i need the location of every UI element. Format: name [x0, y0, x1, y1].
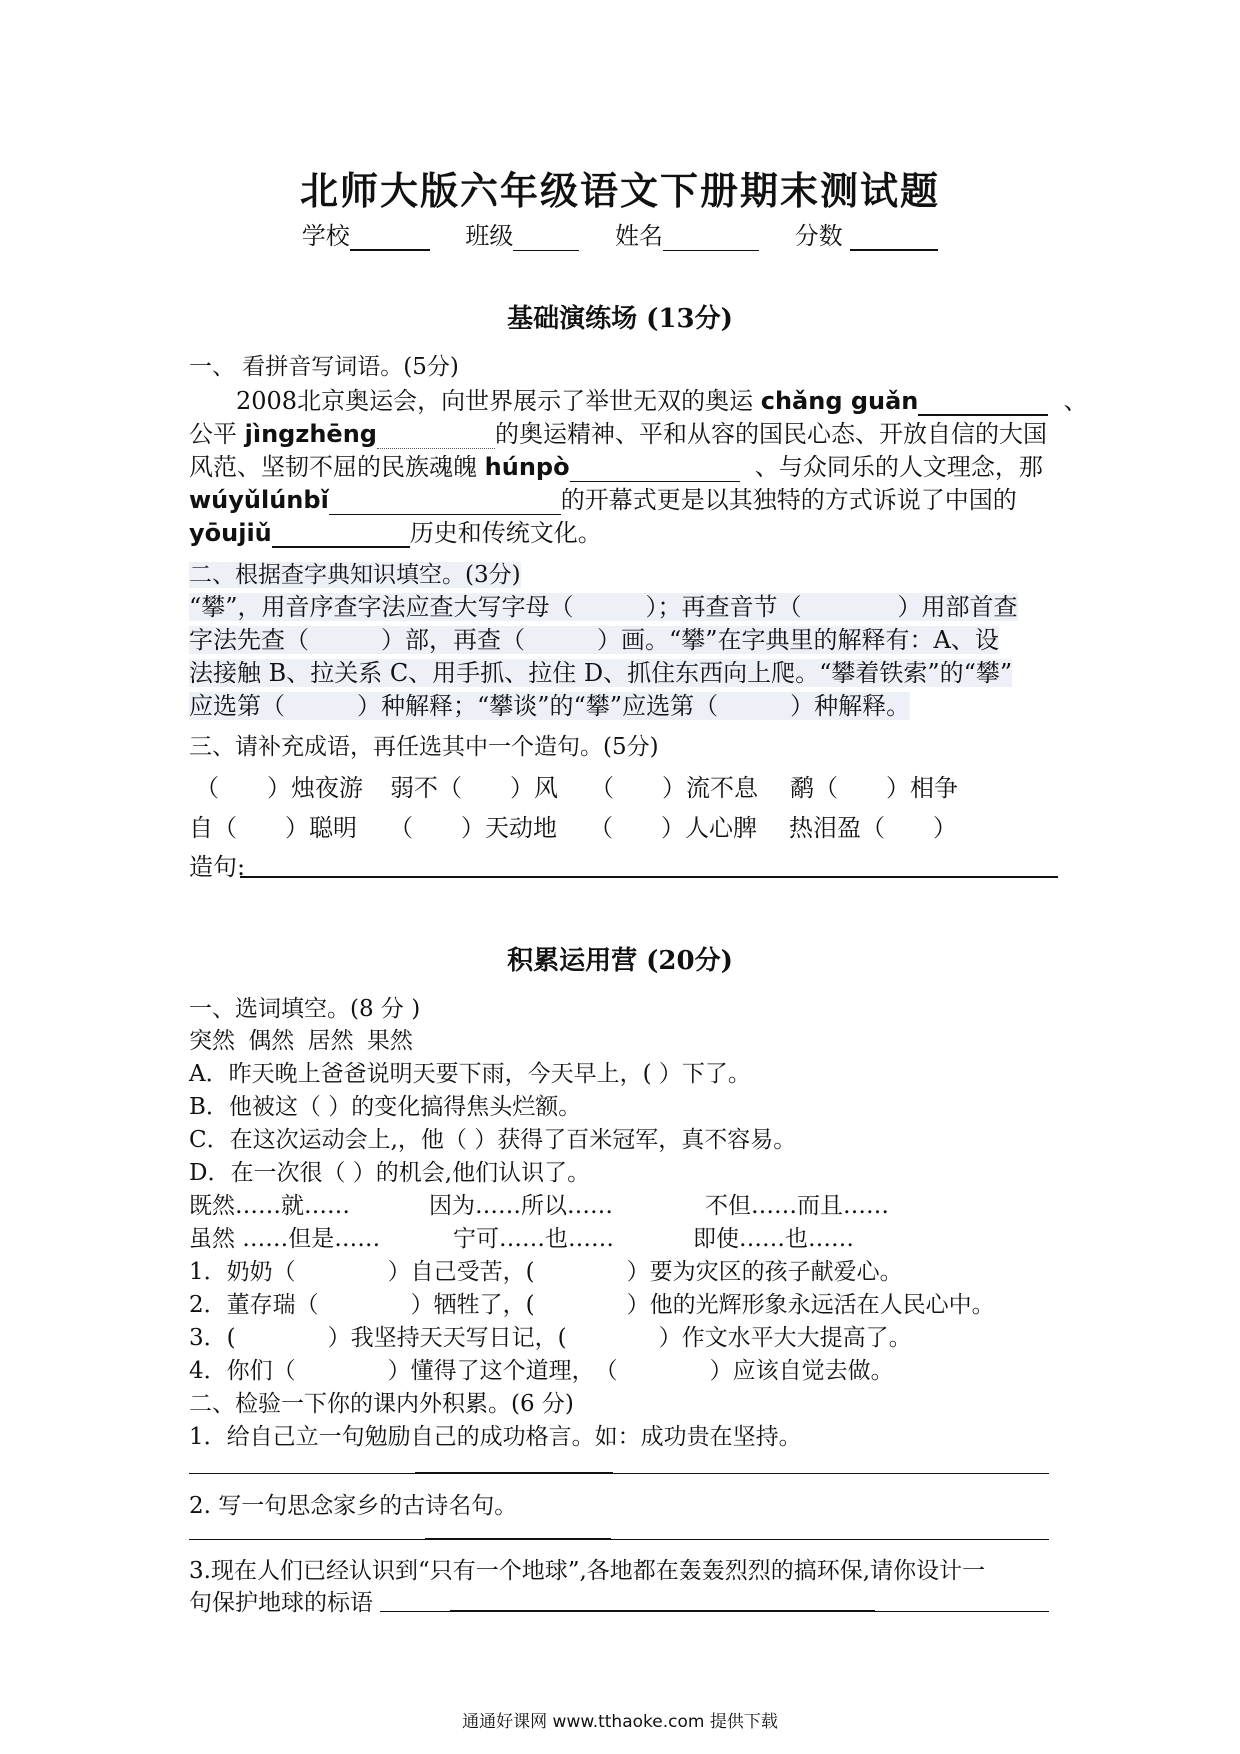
accum-item-3b-text: 句保护地球的标语 — [189, 1590, 373, 1616]
idiom-item[interactable]: 鹬（ ）相争 — [790, 774, 958, 802]
q2-line1 — [189, 587, 1018, 622]
answer-blank[interactable] — [918, 394, 1048, 416]
q1-label: 一、 看拼音写词语。(5分) — [189, 354, 459, 380]
pinyin-youjiu: yōujiǔ — [189, 519, 272, 547]
accum-item-2: 2. 写一句思念家乡的古诗名句。 — [189, 1493, 518, 1519]
fill-d: D．在一次很（ ）的机会,他们认识了。 — [189, 1160, 591, 1186]
answer-line-2[interactable] — [189, 1539, 1049, 1540]
q3-label: 三、请补充成语，再任选其中一个造句。(5分) — [189, 734, 659, 760]
idiom-item[interactable]: （ ）烛夜游 — [195, 774, 363, 802]
idiom-item[interactable]: 热泪盈（ ） — [789, 814, 957, 842]
idiom-row2 — [189, 808, 989, 843]
conj-row2 — [189, 1220, 854, 1253]
q1-text: 历史和传统文化。 — [409, 519, 602, 547]
accum-item-3: 3.现在人们已经认识到“只有一个地球”,各地都在轰轰烈烈的搞环保,请你设计一 — [189, 1558, 986, 1584]
school-label: 学校 — [301, 222, 350, 250]
sentence-answer-line[interactable] — [240, 876, 1058, 878]
answer-blank[interactable] — [377, 428, 495, 449]
conj-item: 不但……而且…… — [705, 1193, 889, 1219]
class-field[interactable] — [465, 216, 579, 251]
s2q2-label: 二、检验一下你的课内外积累。(6 分) — [189, 1391, 574, 1417]
q2-text: 法接触 B、拉关系 C、用手抓、拉住 D、抓住东西向上爬。“攀着铁索”的“攀” — [189, 659, 1013, 687]
answer-line-2-thick — [425, 1538, 611, 1540]
q2-label — [189, 556, 521, 589]
conj-sentence-3: 3．( ）我坚持天天写日记，( ）作文水平大大提高了。 — [189, 1325, 912, 1351]
fill-b: B．他被这（ ）的变化搞得焦头烂额。 — [189, 1094, 582, 1120]
conj-sentence-4: 4．你们（ ）懂得了这个道理， （ ）应该自觉去做。 — [189, 1358, 894, 1384]
fill-a: A．昨天晚上爸爸说明天要下雨，今天早上，( ）下了。 — [189, 1061, 751, 1087]
fill-c: C．在这次运动会上,，他（ ）获得了百米冠军，真不容易。 — [189, 1127, 797, 1153]
q2-line3 — [189, 653, 1012, 688]
idiom-item[interactable]: （ ）流不息 — [590, 774, 758, 802]
idiom-row1 — [195, 768, 990, 803]
idiom-item[interactable]: 自（ ）聪明 — [189, 814, 357, 842]
class-label: 班级 — [465, 222, 514, 250]
q1-line4 — [189, 480, 1017, 515]
student-info-row — [0, 216, 1240, 251]
section-heading-basics: 基础演练场 (13分) — [507, 304, 733, 334]
q2-text: “攀”，用音序查字法应查大写字母（ ）；再查音节（ ）用部首查 — [189, 593, 1018, 621]
q1-text: 的奥运精神、平和从容的国民心态、开放自信的大国 — [494, 420, 1047, 448]
answer-line-1-thick — [415, 1472, 613, 1474]
q2-line2 — [189, 620, 999, 655]
q1-text: 的开幕式更是以其独特的方式诉说了中国的 — [560, 486, 1017, 514]
idiom-item[interactable]: 弱不（ ）风 — [390, 774, 558, 802]
q1-text: 2008北京奥运会，向世界展示了举世无双的奥运 — [236, 387, 754, 415]
footer-credit: 通通好课网 www.tthaoke.com 提供下载 — [462, 1712, 778, 1732]
name-field[interactable] — [615, 216, 759, 251]
pinyin-changguan: chǎng guǎn — [760, 387, 919, 415]
idiom-item[interactable]: （ ）天动地 — [389, 814, 557, 842]
q1-text: 公平 — [189, 420, 237, 448]
section-heading-accumulation: 积累运用营 (20分) — [507, 946, 733, 976]
q2-line4 — [189, 686, 910, 721]
answer-blank[interactable] — [570, 461, 740, 482]
conj-item: 虽然 ……但是…… — [189, 1226, 381, 1252]
q1-text: 、 — [1063, 387, 1088, 415]
q1-line3 — [189, 447, 1043, 482]
slogan-answer-line-thick — [450, 1610, 875, 1612]
score-field[interactable] — [795, 216, 939, 251]
page-title: 北师大版六年级语文下册期末测试题 — [299, 168, 940, 213]
pinyin-wuyulunbi: wúyǔlúnbǐ — [189, 486, 329, 514]
conj-sentence-1: 1．奶奶（ ）自己受苦，( ）要为灾区的孩子献爱心。 — [189, 1259, 903, 1285]
conj-item: 宁可……也…… — [453, 1226, 614, 1252]
q2-text: 应选第（ ）种解释；“攀谈”的“攀”应选第（ ）种解释。 — [189, 692, 911, 720]
conj-row1 — [189, 1187, 889, 1220]
pinyin-jingzheng: jìngzhēng — [244, 420, 377, 448]
s2q1-label: 一、选词填空。(8 分 ) — [189, 996, 421, 1022]
q2-text: 字法先查（ ）部，再查（ ）画。“攀”在字典里的解释有：A、设 — [189, 626, 999, 654]
q1-text: 风范、坚韧不屈的民族魂魄 — [189, 453, 477, 481]
conj-item: 因为……所以…… — [429, 1193, 613, 1219]
answer-blank[interactable] — [329, 494, 561, 515]
school-field[interactable] — [302, 216, 430, 251]
accum-item-1: 1．给自己立一句勉励自己的成功格言。如：成功贵在坚持。 — [189, 1424, 802, 1450]
answer-blank[interactable] — [272, 526, 410, 548]
conj-item: 既然……就…… — [189, 1193, 350, 1219]
conj-sentence-2: 2．董存瑞（ ）牺牲了，( ）他的光辉形象永远活在人民心中。 — [189, 1292, 995, 1318]
word-bank: 突然 偶然 居然 果然 — [189, 1028, 413, 1054]
name-label: 姓名 — [615, 222, 663, 250]
score-label: 分数 — [794, 222, 843, 250]
conj-item: 即使……也…… — [693, 1226, 854, 1252]
pinyin-hunpo: húnpò — [484, 453, 570, 481]
q2-label-text: 二、根据查字典知识填空。(3分) — [189, 562, 521, 588]
q1-line2 — [189, 414, 1047, 449]
idiom-item[interactable]: （ ）人心脾 — [589, 814, 757, 842]
sentence-label: 造句: — [189, 853, 246, 881]
q1-line1 — [236, 381, 1088, 416]
q1-text: 、与众同乐的人文理念，那 — [754, 453, 1043, 481]
answer-line-1[interactable] — [189, 1473, 1049, 1474]
q1-line5 — [189, 513, 602, 548]
accum-item-3b — [189, 1584, 373, 1617]
